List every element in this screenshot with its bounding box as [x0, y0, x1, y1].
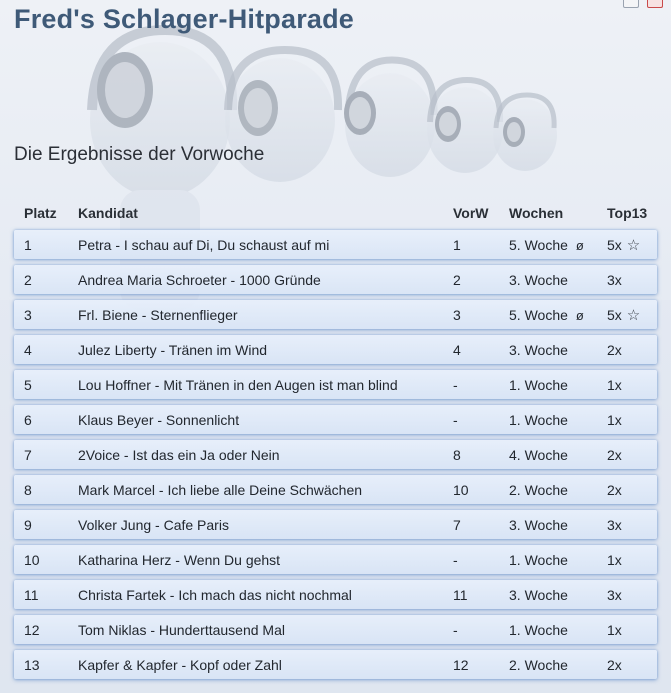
cell-kandidat: Julez Liberty - Tränen im Wind [78, 341, 268, 358]
table-row [14, 475, 657, 504]
wochen-value: 4. Woche [509, 446, 568, 463]
cell-top13 [607, 587, 657, 603]
wochen-value: 3. Woche [509, 341, 568, 358]
table-row [14, 650, 657, 679]
cell-vorw: 4 [453, 341, 461, 358]
top13-value: 2x [607, 341, 622, 358]
results-table [14, 196, 657, 685]
cell-wochen [509, 447, 607, 463]
cell-kandidat: Kapfer & Kapfer - Kopf oder Zahl [78, 656, 282, 673]
cell-vorw: 10 [453, 481, 469, 498]
cell-platz: 5 [24, 376, 32, 393]
cell-vorw: 1 [453, 236, 461, 253]
section-title: Die Ergebnisse der Vorwoche [14, 144, 265, 165]
top13-value: 5x [607, 236, 622, 253]
cell-top13 [607, 377, 657, 393]
cell-top13 [607, 552, 657, 568]
cell-platz: 8 [24, 481, 32, 498]
cell-top13 [607, 517, 657, 533]
cell-top13 [607, 657, 657, 673]
table-row [14, 405, 657, 434]
table-row [14, 265, 657, 294]
cell-platz: 1 [24, 236, 32, 253]
cell-wochen [509, 377, 607, 393]
cell-kandidat: Tom Niklas - Hunderttausend Mal [78, 621, 285, 638]
header-wochen: Wochen [509, 205, 564, 221]
wochen-value: 3. Woche [509, 271, 568, 288]
top13-value: 1x [607, 621, 622, 638]
cell-kandidat: Frl. Biene - Sternenflieger [78, 306, 238, 323]
top13-value: 2x [607, 656, 622, 673]
wochen-value: 3. Woche [509, 516, 568, 533]
header-top13: Top13 [607, 205, 648, 221]
wochen-value: 2. Woche [509, 481, 568, 498]
cell-platz: 13 [24, 656, 40, 673]
table-row [14, 615, 657, 644]
top13-value: 1x [607, 411, 622, 428]
cell-vorw: 11 [453, 586, 468, 603]
star-icon: ☆ [626, 306, 641, 324]
average-icon: ø [575, 307, 584, 323]
table-header [14, 196, 657, 230]
top13-value: 1x [607, 376, 622, 393]
cell-vorw: - [453, 551, 458, 568]
table-row [14, 370, 657, 399]
cell-top13 [607, 236, 657, 254]
wochen-value: 2. Woche [509, 656, 568, 673]
cell-top13 [607, 412, 657, 428]
cell-kandidat: Petra - I schau auf Di, Du schaust auf mi [78, 236, 330, 253]
cell-platz: 6 [24, 411, 32, 428]
cell-platz: 7 [24, 446, 32, 463]
cell-vorw: 8 [453, 446, 461, 463]
top13-value: 5x [607, 306, 622, 323]
cell-vorw: 3 [453, 306, 461, 323]
cell-wochen [509, 272, 607, 288]
cell-wochen [509, 587, 607, 603]
pdf-icon[interactable] [647, 0, 663, 8]
cell-platz: 2 [24, 271, 32, 288]
cell-vorw: 2 [453, 271, 461, 288]
site-title: Fred's Schlager-Hitparade [14, 4, 355, 34]
cell-platz: 4 [24, 341, 32, 358]
cell-platz: 11 [24, 586, 39, 603]
table-row [14, 335, 657, 364]
top13-value: 3x [607, 586, 622, 603]
wochen-value: 5. Woche [509, 306, 568, 323]
cell-wochen [509, 657, 607, 673]
cell-kandidat: 2Voice - Ist das ein Ja oder Nein [78, 446, 280, 463]
cell-top13 [607, 447, 657, 463]
cell-vorw: - [453, 621, 458, 638]
wochen-value: 5. Woche [509, 236, 568, 253]
cell-vorw: - [453, 411, 458, 428]
cell-wochen [509, 552, 607, 568]
cell-wochen [509, 342, 607, 358]
cell-kandidat: Lou Hoffner - Mit Tränen in den Augen ist man blind [78, 376, 398, 393]
table-row [14, 510, 657, 539]
page-tools [623, 0, 663, 8]
top13-value: 2x [607, 446, 622, 463]
cell-top13 [607, 342, 657, 358]
table-row [14, 580, 657, 609]
cell-kandidat: Andrea Maria Schroeter - 1000 Gründe [78, 271, 321, 288]
top13-value: 2x [607, 481, 622, 498]
cell-kandidat: Klaus Beyer - Sonnenlicht [78, 411, 240, 428]
cell-top13 [607, 482, 657, 498]
cell-wochen [509, 412, 607, 428]
table-row [14, 230, 657, 259]
cell-wochen [509, 482, 607, 498]
cell-platz: 9 [24, 516, 32, 533]
cell-kandidat: Volker Jung - Cafe Paris [78, 516, 229, 533]
table-row [14, 440, 657, 469]
cell-platz: 12 [24, 621, 40, 638]
cell-vorw: 7 [453, 516, 461, 533]
wochen-value: 1. Woche [509, 551, 568, 568]
cell-platz: 10 [24, 551, 40, 568]
star-icon: ☆ [626, 236, 641, 254]
average-icon: ø [575, 237, 584, 253]
top13-value: 3x [607, 271, 622, 288]
cell-vorw: - [453, 376, 458, 393]
cell-kandidat: Mark Marcel - Ich liebe alle Deine Schwächen [78, 481, 363, 498]
header-platz: Platz [24, 205, 57, 221]
cell-platz: 3 [24, 306, 32, 323]
cell-top13 [607, 306, 657, 324]
table-row [14, 545, 657, 574]
wochen-value: 1. Woche [509, 376, 568, 393]
wochen-value: 3. Woche [509, 586, 568, 603]
wochen-value: 1. Woche [509, 411, 568, 428]
cell-kandidat: Katharina Herz - Wenn Du gehst [78, 551, 281, 568]
cell-vorw: 12 [453, 656, 469, 673]
cell-wochen [509, 307, 607, 323]
print-icon[interactable] [623, 0, 639, 8]
cell-top13 [607, 272, 657, 288]
header-kandidat: Kandidat [78, 205, 138, 221]
cell-wochen [509, 517, 607, 533]
cell-wochen [509, 622, 607, 638]
cell-top13 [607, 622, 657, 638]
wochen-value: 1. Woche [509, 621, 568, 638]
cell-wochen [509, 237, 607, 253]
top13-value: 1x [607, 551, 622, 568]
header-vorw: VorW [453, 205, 489, 221]
cell-kandidat: Christa Fartek - Ich mach das nicht nochmal [78, 586, 352, 603]
table-row [14, 300, 657, 329]
top13-value: 3x [607, 516, 622, 533]
